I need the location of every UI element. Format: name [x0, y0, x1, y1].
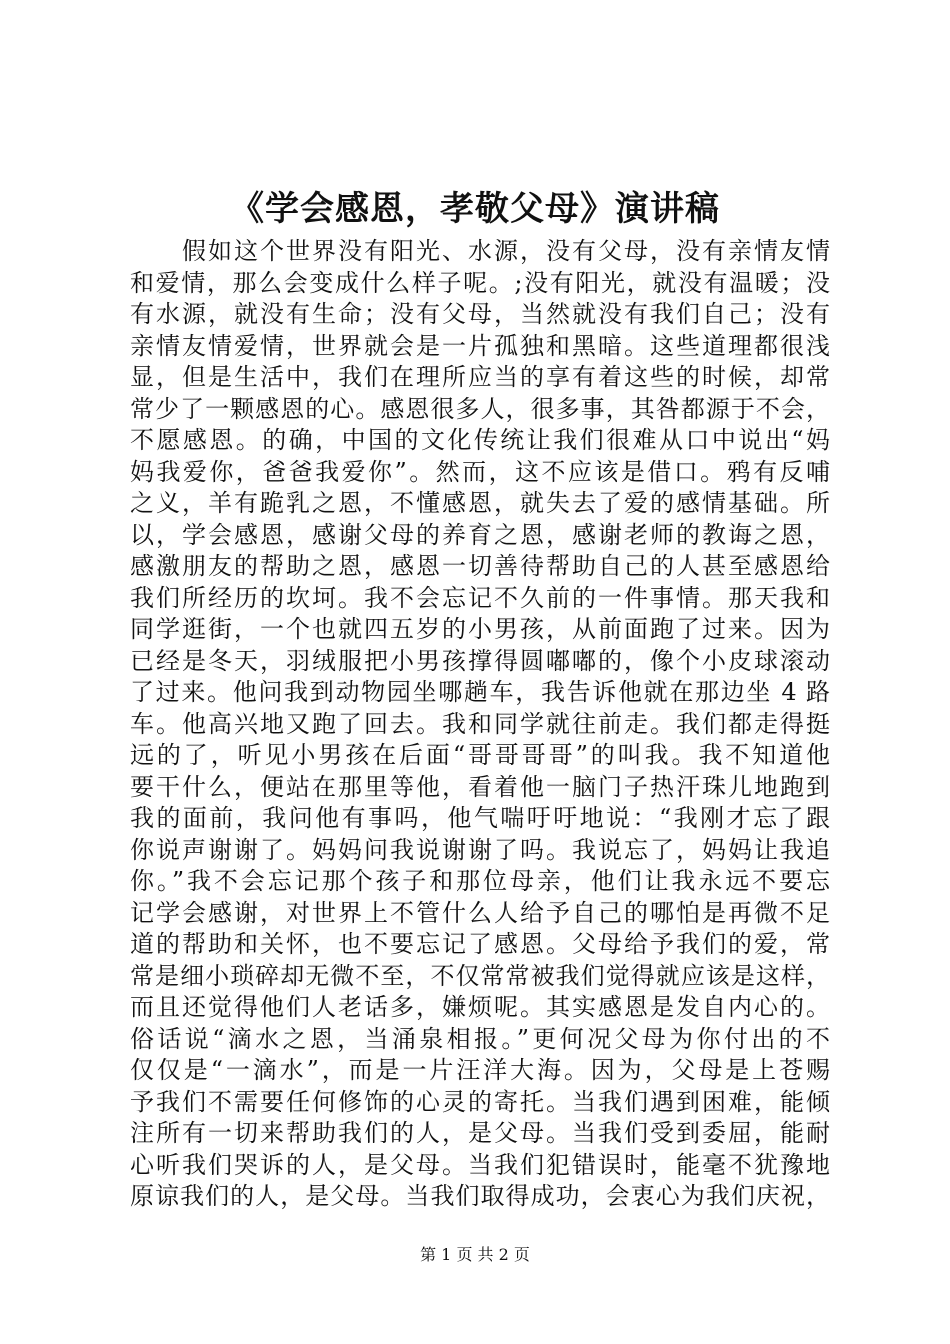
document-body [130, 236, 830, 1213]
paragraph-line: 亲情友情爱情，世界就会是一片孤独和黑暗。这些道理都很浅 [130, 331, 830, 360]
paragraph-line: 假如这个世界没有阳光、水源，没有父母，没有亲情友情 [182, 237, 830, 265]
paragraph-line: 以，学会感恩，感谢父母的养育之恩，感谢老师的教诲之恩， [130, 520, 830, 549]
paragraph-line: 显，但是生活中，我们在理所应当的享有着这些的时候，却常 [130, 363, 830, 391]
paragraph-line: 已经是冬天，羽绒服把小男孩撑得圆嘟嘟的，像个小皮球滚动 [130, 646, 830, 675]
paragraph-line: 心听我们哭诉的人，是父母。当我们犯错误时，能毫不犹豫地 [130, 1150, 830, 1179]
paragraph-line: 感激朋友的帮助之恩，感恩一切善待帮助自己的人甚至感恩给 [130, 552, 830, 580]
paragraph-line: 而且还觉得他们人老话多，嫌烦呢。其实感恩是发自内心的。 [130, 993, 830, 1021]
page-footer: 第 1 页 共 2 页 [420, 1245, 530, 1264]
paragraph-line: 常少了一颗感恩的心。感恩很多人，很多事，其咎都源于不会， [130, 394, 830, 423]
paragraph-line: 原谅我们的人，是父母。当我们取得成功，会衷心为我们庆祝， [130, 1182, 830, 1210]
paragraph-line: 俗话说“滴水之恩，当涌泉相报。”更何况父母为你付出的不 [130, 1024, 830, 1053]
paragraph-line: 我们所经历的坎坷。我不会忘记不久前的一件事情。那天我和 [130, 583, 830, 612]
paragraph-line: 远的了，听见小男孩在后面“哥哥哥哥”的叫我。我不知道他 [130, 741, 830, 769]
paragraph-line: 仅仅是“一滴水”，而是一片汪洋大海。因为，父母是上苍赐 [130, 1056, 830, 1084]
paragraph-line: 我的面前，我问他有事吗，他气喘吁吁地说：“我刚才忘了跟 [130, 804, 830, 832]
document-title: 《学会感恩，孝敬父母》演讲稿 [230, 189, 720, 229]
paragraph-line: 予我们不需要任何修饰的心灵的寄托。当我们遇到困难，能倾 [130, 1087, 830, 1116]
paragraph-line: 你说声谢谢了。妈妈问我说谢谢了吗。我说忘了，妈妈让我追 [130, 835, 830, 864]
paragraph-line: 有水源，就没有生命；没有父母，当然就没有我们自己；没有 [130, 300, 830, 328]
paragraph-line: 要干什么，便站在那里等他，看着他一脑门子热汗珠儿地跑到 [130, 772, 830, 801]
paragraph-line: 了过来。他问我到动物园坐哪趟车，我告诉他就在那边坐 4 路 [130, 678, 830, 706]
paragraph-line: 记学会感谢，对世界上不管什么人给予自己的哪怕是再微不足 [130, 898, 830, 927]
paragraph-line: 车。他高兴地又跑了回去。我和同学就往前走。我们都走得挺 [130, 709, 830, 738]
paragraph-line: 注所有一切来帮助我们的人，是父母。当我们受到委屈，能耐 [130, 1119, 830, 1147]
paragraph-line: 道的帮助和关怀，也不要忘记了感恩。父母给予我们的爱，常 [130, 930, 830, 958]
paragraph-line: 常是细小琐碎却无微不至，不仅常常被我们觉得就应该是这样， [130, 961, 830, 990]
paragraph-line: 同学逛街，一个也就四五岁的小男孩，从前面跑了过来。因为 [130, 615, 830, 643]
paragraph-line: 不愿感恩。的确，中国的文化传统让我们很难从口中说出“妈 [130, 426, 830, 454]
paragraph-line: 之义，羊有跪乳之恩，不懂感恩，就失去了爱的感情基础。所 [130, 489, 830, 517]
paragraph-line: 你。”我不会忘记那个孩子和那位母亲，他们让我永远不要忘 [130, 867, 830, 895]
paragraph-line: 妈我爱你，爸爸我爱你”。然而，这不应该是借口。鸦有反哺 [130, 457, 830, 486]
paragraph-line: 和爱情，那么会变成什么样子呢。;没有阳光，就没有温暖；没 [130, 268, 830, 297]
